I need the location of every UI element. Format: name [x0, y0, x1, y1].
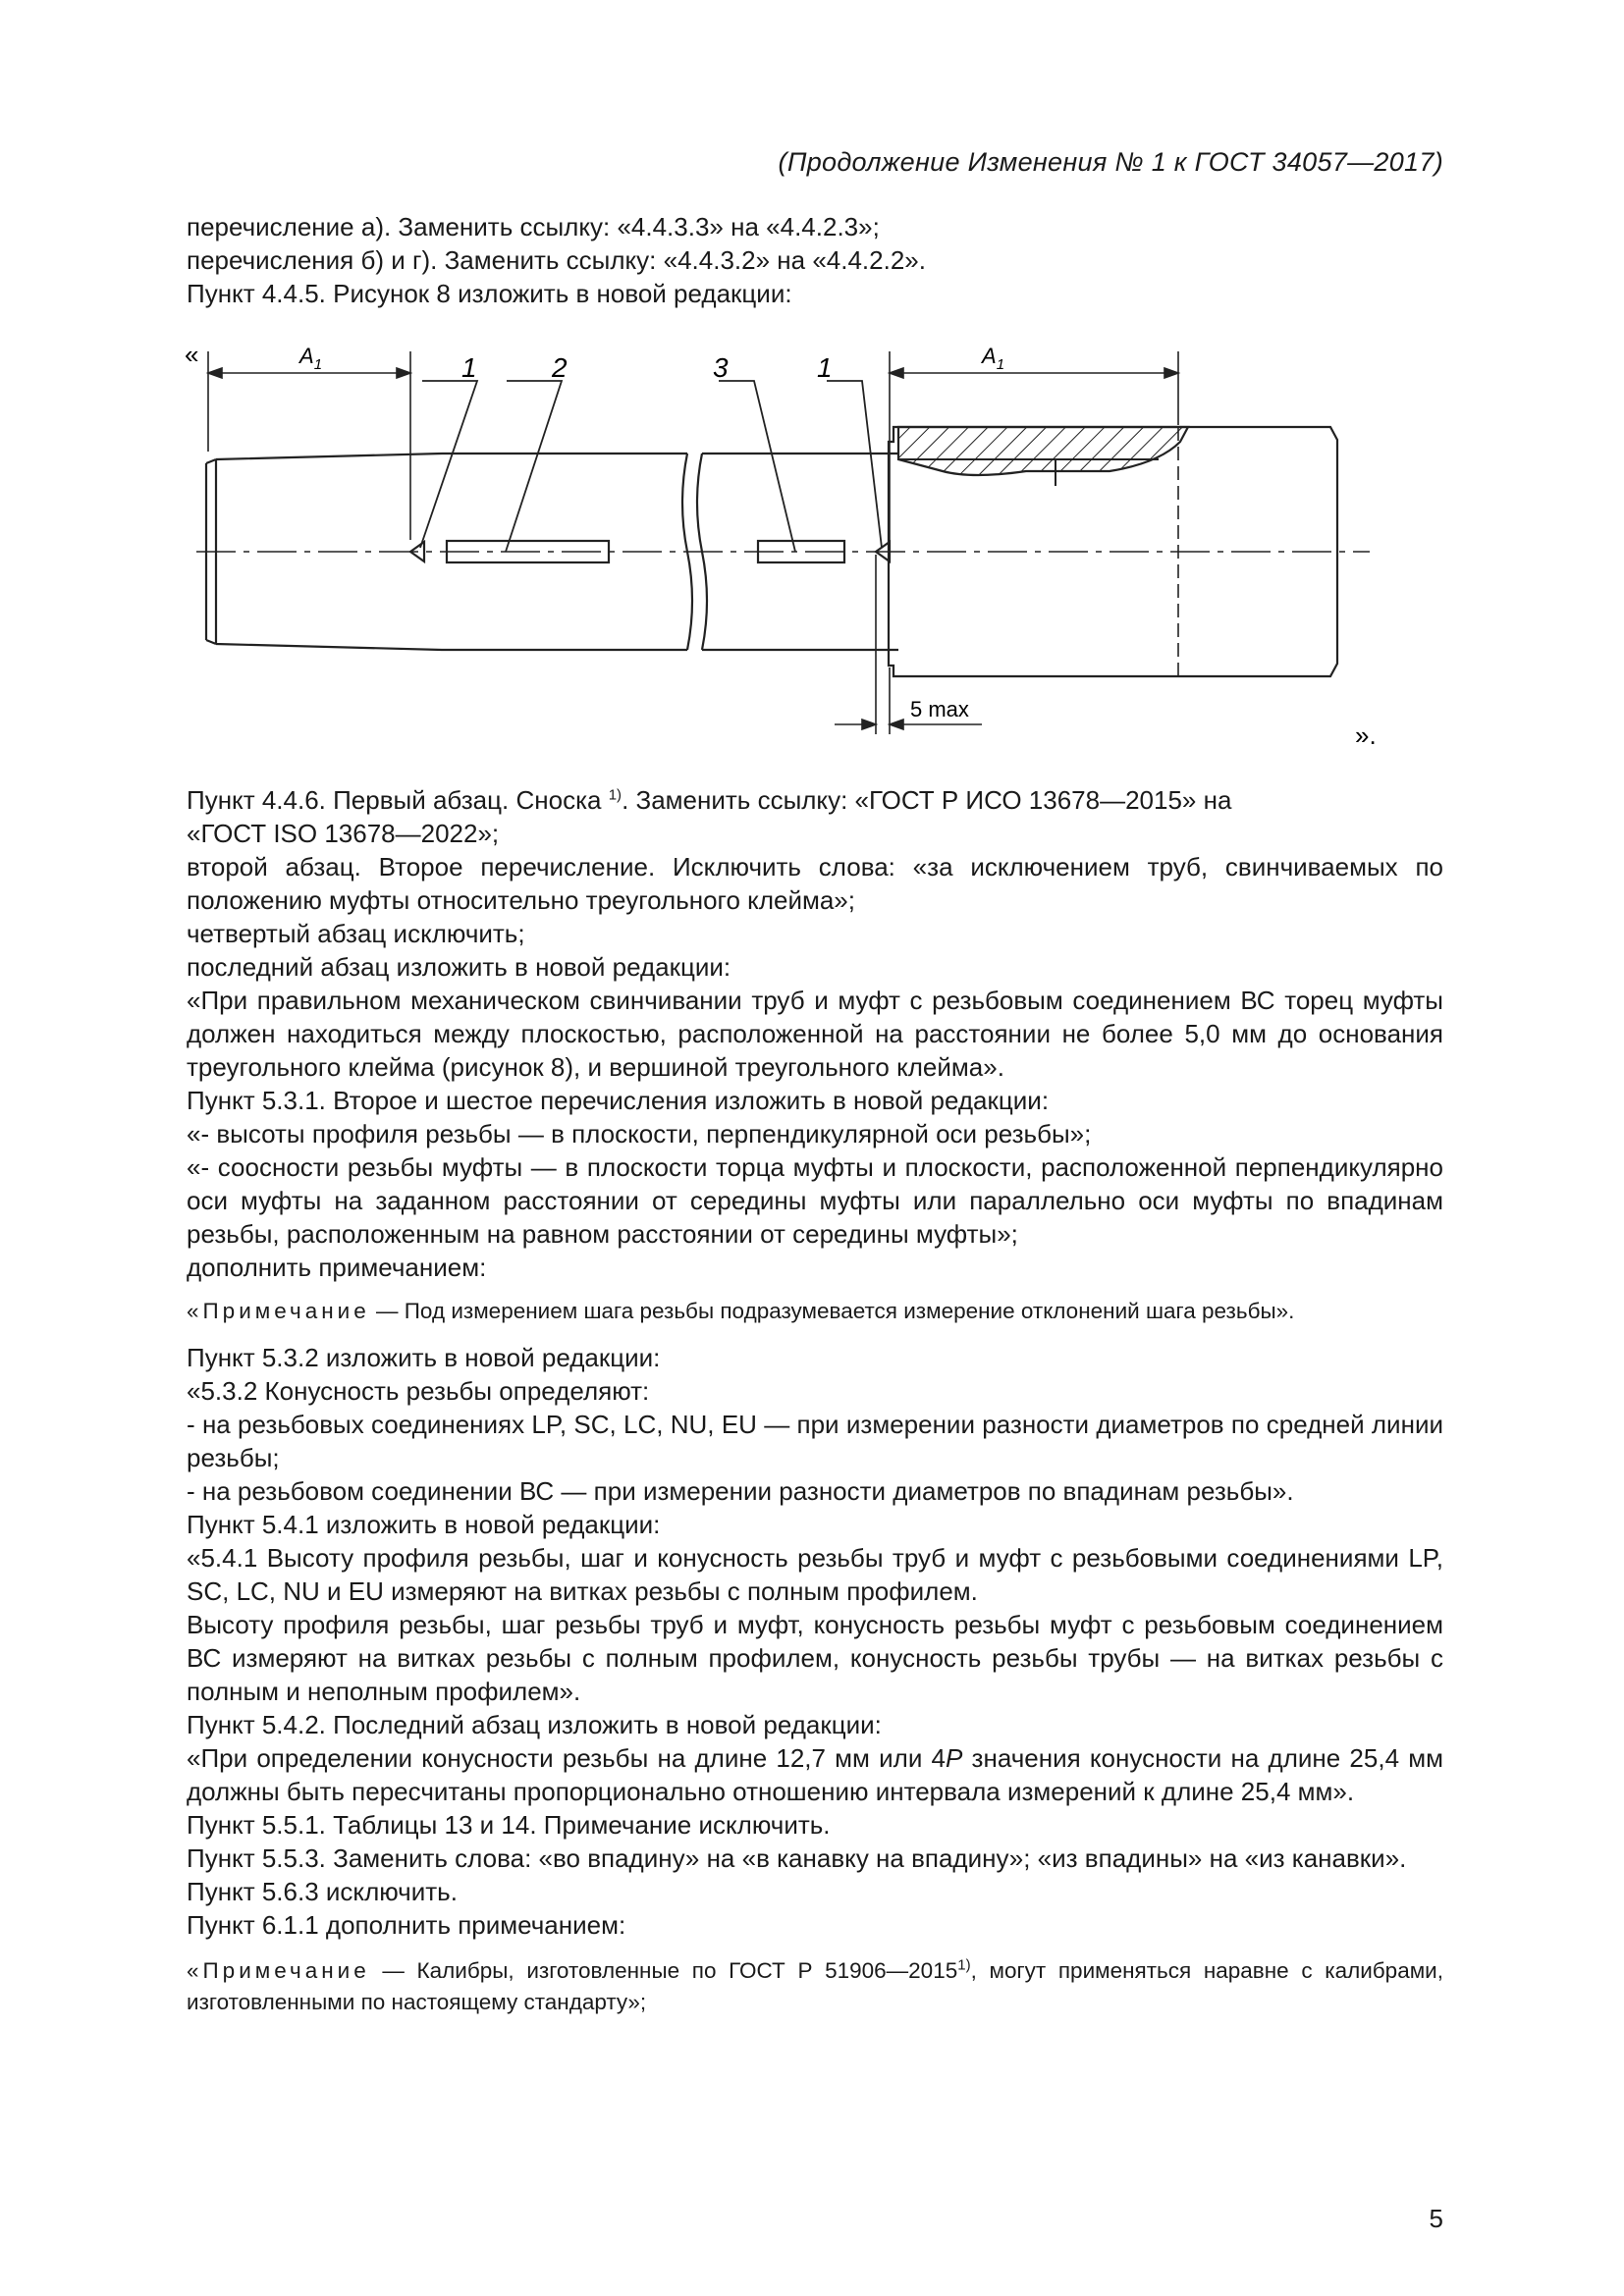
body2-para-4: - на резьбовом соединении ВС — при измерении разности диаметров по впадинам резьбы». [187, 1476, 1294, 1506]
figure-open-quote: « [185, 340, 199, 369]
figure-close-quote: ». [1355, 721, 1377, 750]
callout-1-left: 1 [461, 352, 477, 383]
intro-line-1: перечисление а). Заменить ссылку: «4.4.3.3» на «4.4.2.3»; [187, 212, 880, 241]
body-para-5: Пункт 5.3.1. Второе и шестое перечисления изложить в новой редакции: [187, 1086, 1050, 1115]
p542: «При определении конусности резьбы на длине 12,7 мм или 4P значения конусности на длине 25,4 мм должны быть пересчитаны пропорционально отношению интервала измерений к длине 25,4 мм». [187, 1743, 1443, 1806]
dim-a1-right: $A_1$ [982, 344, 1005, 373]
intro-block [187, 210, 1443, 310]
callout-1-right: 1 [817, 352, 833, 383]
body2-para-1: Пункт 5.3.2 изложить в новой редакции: [187, 1343, 661, 1372]
callout-3: 3 [713, 352, 729, 383]
body3-para-1: Пункт 5.5.1. Таблицы 13 и 14. Примечание исключить. [187, 1810, 831, 1840]
p446: Пункт 4.4.6. Первый абзац. Сноска $^{1)}$. Заменить ссылку: «ГОСТ Р ИСО 13678—2015» на «ГОСТ ISO 13678—2022»; [187, 785, 1232, 848]
body-para-6: «- высоты профиля резьбы — в плоскости, перпендикулярной оси резьбы»; [187, 1119, 1092, 1148]
body2-para-5: Пункт 5.4.1 изложить в новой редакции: [187, 1510, 661, 1539]
body2-para-6: «5.4.1 Высоту профиля резьбы, шаг и конусность резьбы труб и муфт с резьбовыми соединениями LP, SC, LC, NU и EU измеряют на витках резьбы с полным профилем. [187, 1543, 1443, 1606]
body2-para-2: «5.3.2 Конусность резьбы определяют: [187, 1376, 650, 1406]
body-para-4: «При правильном механическом свинчивании труб и муфт с резьбовым соединением ВС торец муфты должен находиться между плоскостью, расположенной на расстоянии не более 5,0 мм до основания треугольного клейма (рисунок 8), и вершиной треугольного клейма». [187, 986, 1443, 1082]
main-text [187, 783, 1443, 2018]
body-para-2: четвертый абзац исключить; [187, 919, 525, 948]
body3-para-4: Пункт 6.1.1 дополнить примечанием: [187, 1910, 626, 1940]
page-number: 5 [1429, 2204, 1443, 2233]
note-2: «Примечание — Калибры, изготовленные по ГОСТ Р 51906—2015$^{1)}$, могут применяться наравне с калибрами, изготовленными по настоящему стандарту»; [187, 1956, 1443, 2014]
callout-2: 2 [552, 352, 568, 383]
page-header: (Продолжение Изменения № 1 к ГОСТ 34057—2017) [778, 147, 1443, 177]
body-para-1: второй абзац. Второе перечисление. Исключить слова: «за исключением труб, свинчиваемых по положению муфты относительно треугольного клейма»; [187, 852, 1443, 915]
body-para-8: дополнить примечанием: [187, 1253, 487, 1282]
body-para-7: «- соосности резьбы муфты — в плоскости торца муфты и плоскости, расположенной перпендикулярно оси муфты на заданном расстоянии от середины муфты или параллельно оси муфты по впадинам резьбы, расположенным на равном расстоянии от середины муфты»; [187, 1152, 1443, 1249]
intro-line-3: Пункт 4.4.5. Рисунок 8 изложить в новой редакции: [187, 279, 792, 308]
body2-para-8: Пункт 5.4.2. Последний абзац изложить в новой редакции: [187, 1710, 882, 1739]
note-1: «Примечание — Под измерением шага резьбы подразумевается измерение отклонений шага резьбы». [187, 1299, 1295, 1323]
dim-a1-left: $A_1$ [299, 344, 323, 373]
body-para-3: последний абзац изложить в новой редакции: [187, 952, 731, 982]
body2-para-7: Высоту профиля резьбы, шаг резьбы труб и муфт, конусность резьбы муфт с резьбовым соединением ВС измеряют на витках резьбы с полным профилем, конусность резьбы трубы — на витках резьбы с полным и неполным профилем». [187, 1610, 1443, 1706]
body2-para-3: - на резьбовых соединениях LP, SC, LC, NU, EU — при измерении разности диаметров по средней линии резьбы; [187, 1410, 1443, 1472]
intro-line-2: перечисления б) и г). Заменить ссылку: «4.4.3.2» на «4.4.2.2». [187, 245, 926, 275]
body3-para-3: Пункт 5.6.3 исключить. [187, 1877, 458, 1906]
body3-para-2: Пункт 5.5.3. Заменить слова: «во впадину» на «в канавку на впадину»; «из впадины» на «из канавки». [187, 1843, 1407, 1873]
figure-8 [167, 334, 1443, 766]
dim-5-max: 5 max [910, 697, 969, 721]
